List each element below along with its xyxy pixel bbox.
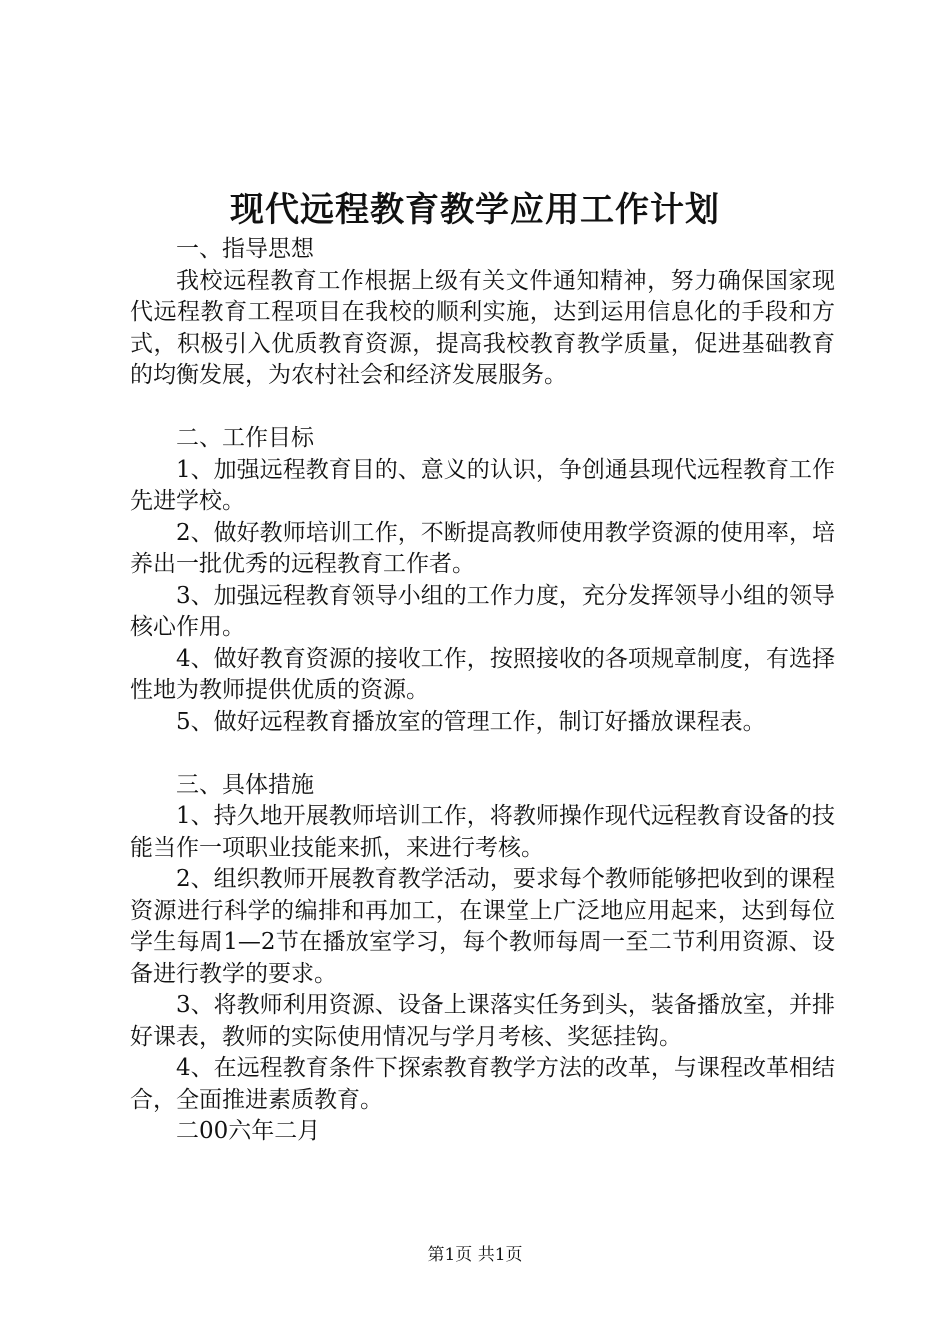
measure-item: 1、持久地开展教师培训工作，将教师操作现代远程教育设备的技能当作一项职业技能来抓，来进行考核。	[130, 803, 835, 861]
section-heading-guiding: 一、指导思想	[176, 236, 314, 262]
goal-item: 4、做好教育资源的接收工作，按照接收的各项规章制度，有选择性地为教师提供优质的资源。	[130, 645, 835, 703]
document-body	[130, 234, 835, 1148]
section-heading-measures: 三、具体措施	[176, 771, 314, 798]
document-date: 二00六年二月	[176, 1118, 321, 1144]
goal-item: 3、加强远程教育领导小组的工作力度，充分发挥领导小组的领导核心作用。	[130, 582, 835, 640]
page-number-footer: 第1页 共1页	[427, 1245, 523, 1265]
spacer	[130, 738, 835, 770]
goal-item: 1、加强远程教育目的、意义的认识，争创通县现代远程教育工作先进学校。	[130, 456, 835, 514]
measure-item: 3、将教师利用资源、设备上课落实任务到头，装备播放室，并排好课表，教师的实际使用情况与学月考核、奖惩挂钩。	[130, 992, 835, 1050]
guiding-paragraph: 我校远程教育工作根据上级有关文件通知精神，努力确保国家现代远程教育工程项目在我校的顺利实施，达到运用信息化的手段和方式，积极引入优质教育资源，提高我校教育教学质量，促进基础教育的均衡发展，为农村社会和经济发展服务。	[130, 267, 835, 388]
goal-item: 2、做好教师培训工作，不断提高教师使用教学资源的使用率，培养出一批优秀的远程教育工作者。	[130, 519, 835, 577]
spacer	[130, 392, 835, 424]
measure-item: 2、组织教师开展教育教学活动，要求每个教师能够把收到的课程资源进行科学的编排和再加工，在课堂上广泛地应用起来，达到每位学生每周1—2节在播放室学习，每个教师每周一至二节利用资源、设备进行教学的要求。	[130, 866, 835, 987]
goal-item: 5、做好远程教育播放室的管理工作，制订好播放课程表。	[176, 708, 766, 735]
section-heading-goals: 二、工作目标	[176, 425, 314, 451]
measure-item: 4、在远程教育条件下探索教育教学方法的改革，与课程改革相结合，全面推进素质教育。	[130, 1055, 835, 1113]
document-title: 现代远程教育教学应用工作计划	[230, 190, 720, 230]
